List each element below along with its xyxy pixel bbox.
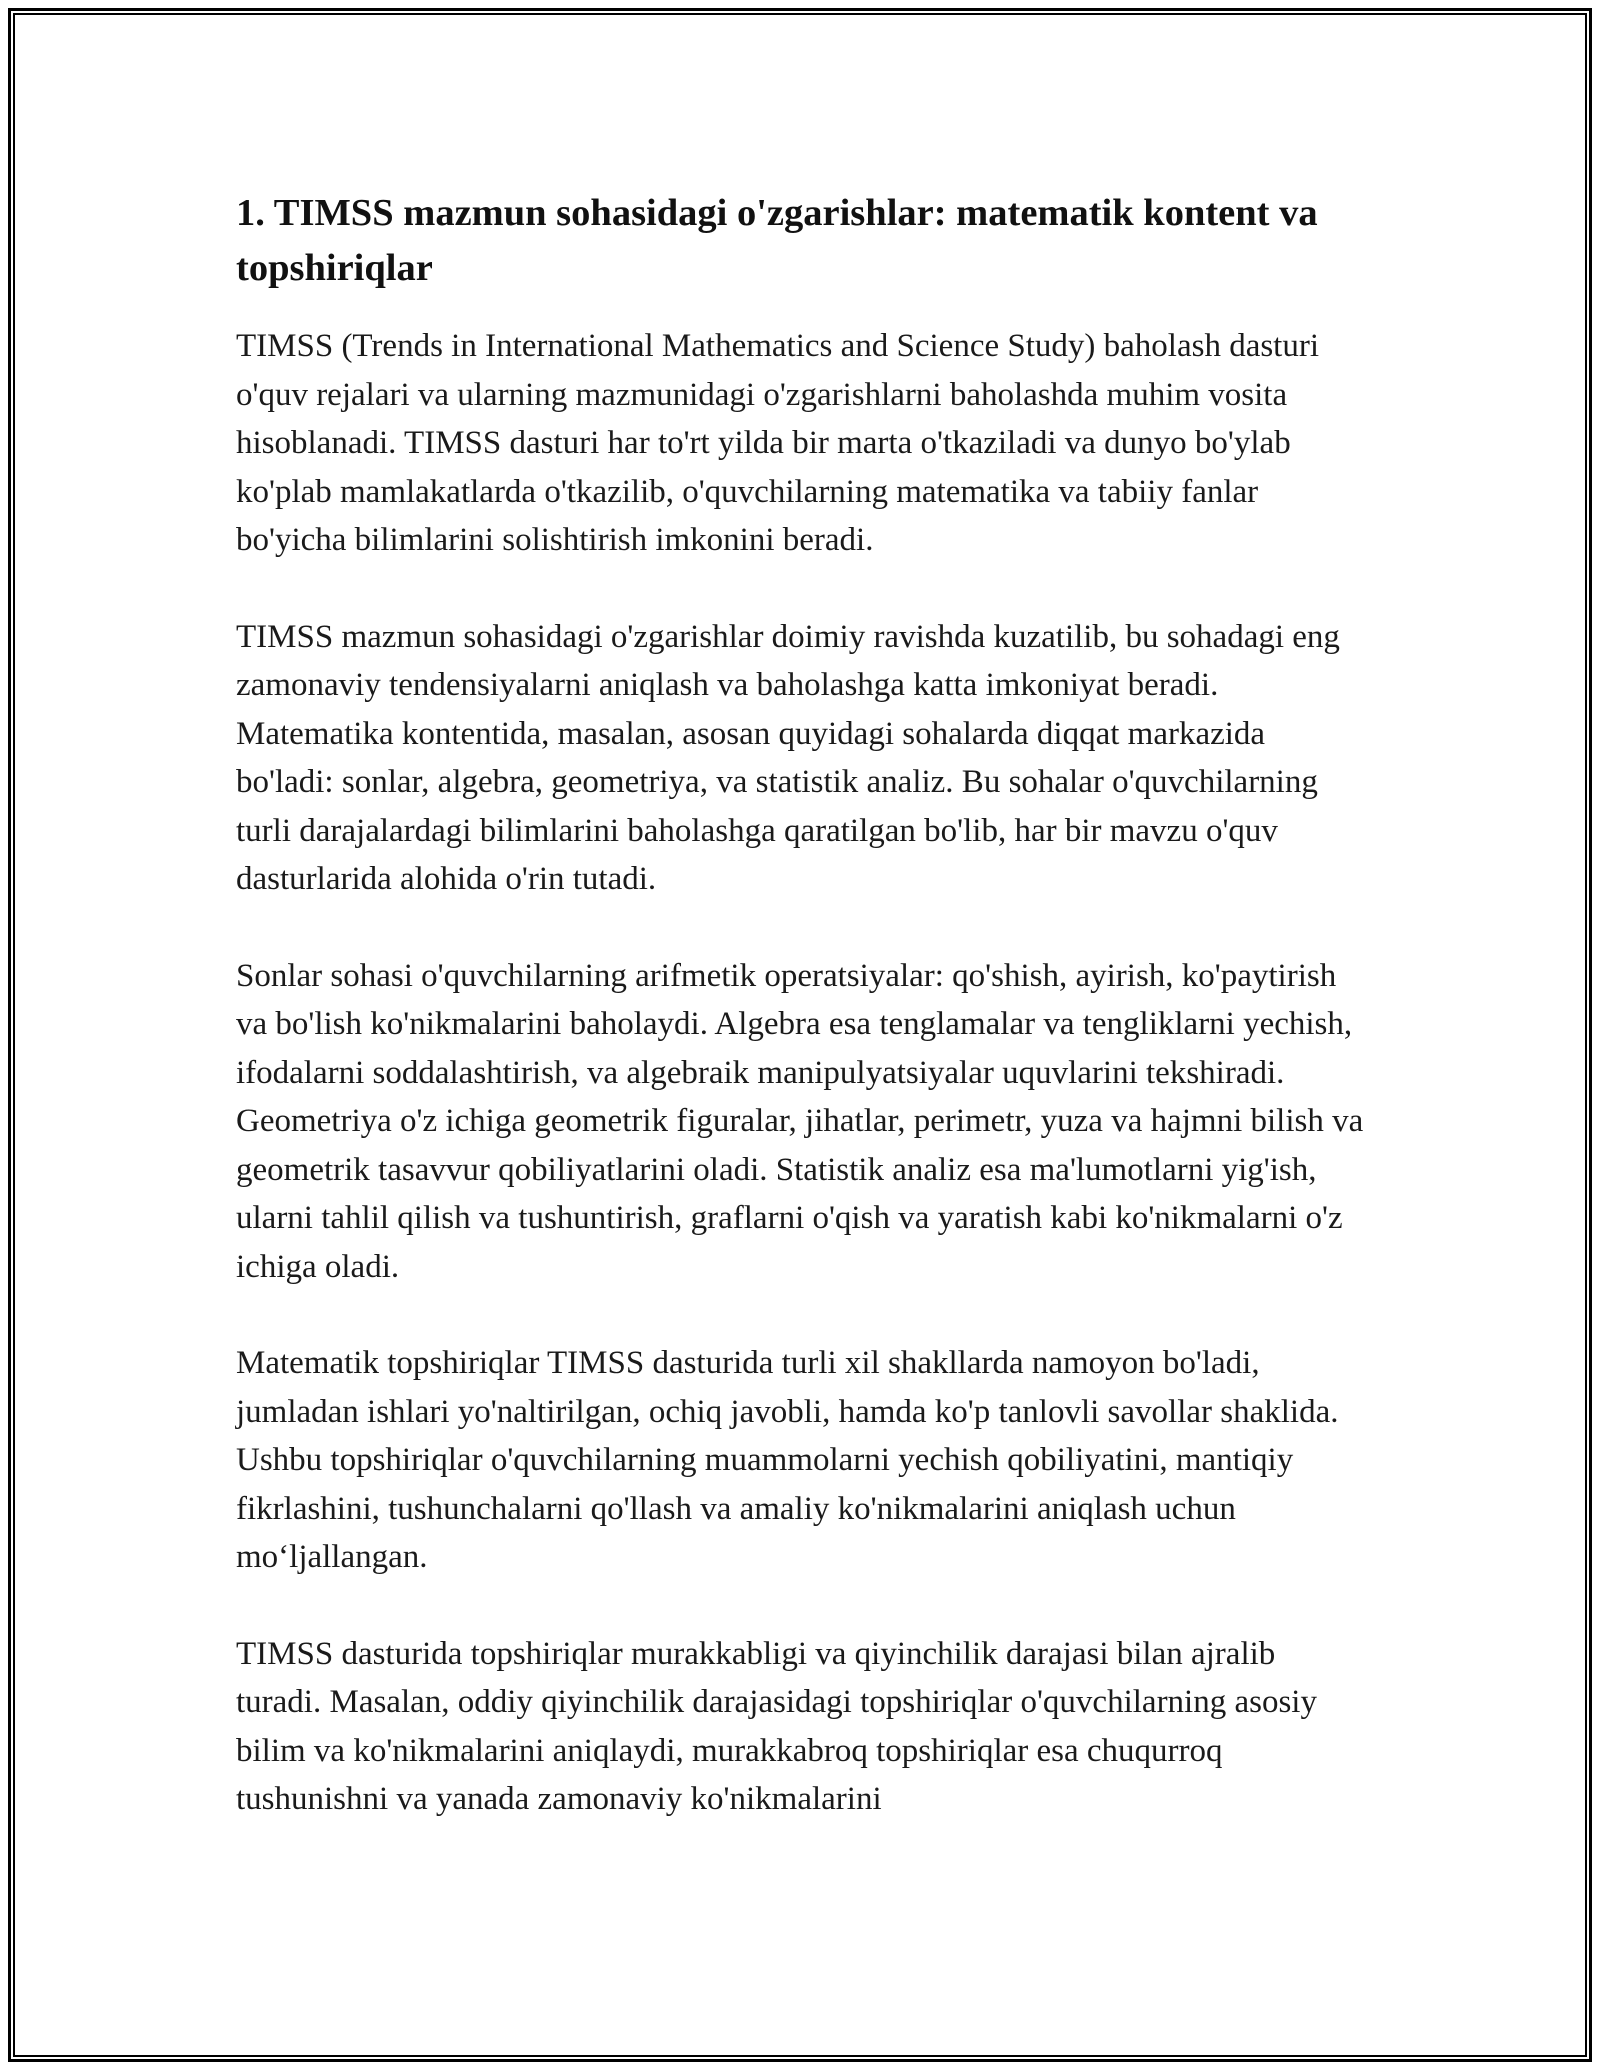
paragraph-content-areas: TIMSS mazmun sohasidagi o'zgarishlar doimiy ravishda kuzatilib, bu sohadagi eng zamonaviy tendensiyalarni aniqlash va baholashga katta imkoniyat beradi. Matematika kontentida, masalan, asosan quyidagi sohalarda diqqat markazida bo'ladi: sonlar, algebra, geometriya, va statistik analiz. Bu sohalar o'quvchilarning turli darajalardagi bilimlarini baholashga qaratilgan bo'lib, har bir mavzu o'quv dasturlarida alohida o'rin tutadi. [236,618,1340,897]
paragraph-task-formats: Matematik topshiriqlar TIMSS dasturida turli xil shakllarda namoyon bo'ladi, jumladan ishlari yo'naltirilgan, ochiq javobli, hamda ko'p tanlovli savollar shaklida. Ushbu topshiriqlar o'quvchilarning muammolarni yechish qobiliyatini, mantiqiy fikrlashini, tushunchalarni qo'llash va amaliy ko'nikmalarini aniqlash uchun mo‘ljallangan. [236,1345,1339,1575]
document-body [236,186,1366,1872]
paragraph-intro: TIMSS (Trends in International Mathematics and Science Study) baholash dasturi o'quv rejalari va ularning mazmunidagi o'zgarishlarni baholashda muhim vosita hisoblanadi. TIMSS dasturi har to'rt yilda bir marta o'tkaziladi va dunyo bo'ylab ko'plab mamlakatlarda o'tkazilib, o'quvchilarning matematika va tabiiy fanlar bo'yicha bilimlarini solishtirish imkonini beradi. [236,328,1320,558]
paragraph-domains: Sonlar sohasi o'quvchilarning arifmetik operatsiyalar: qo'shish, ayirish, ko'paytirish va bo'lish ko'nikmalarini baholaydi. Algebra esa tenglamalar va tengliklarni yechish, ifodalarni soddalashtirish, va algebraik manipulyatsiyalar uquvlarini tekshiradi. Geometriya o'z ichiga geometrik figuralar, jihatlar, perimetr, yuza va hajmni bilish va geometrik tasavvur qobiliyatlarini oladi. Statistik analiz esa ma'lumotlarni yig'ish, ularni tahlil qilish va tushuntirish, graflarni o'qish va yaratish kabi ko'nikmalarni o'z ichiga oladi. [236,957,1364,1285]
section-heading: 1. TIMSS mazmun sohasidagi o'zgarishlar: matematik kontent va topshiriqlar [236,192,1318,289]
paragraph-difficulty: TIMSS dasturida topshiriqlar murakkabligi va qiyinchilik darajasi bilan ajralib turadi. Masalan, oddiy qiyinchilik darajasidagi topshiriqlar o'quvchilarning asosiy bilim va ko'nikmalarini aniqlaydi, murakkabroq topshiriqlar esa chuqurroq tushunishni va yanada zamonaviy ko'nikmalarini [236,1635,1317,1817]
